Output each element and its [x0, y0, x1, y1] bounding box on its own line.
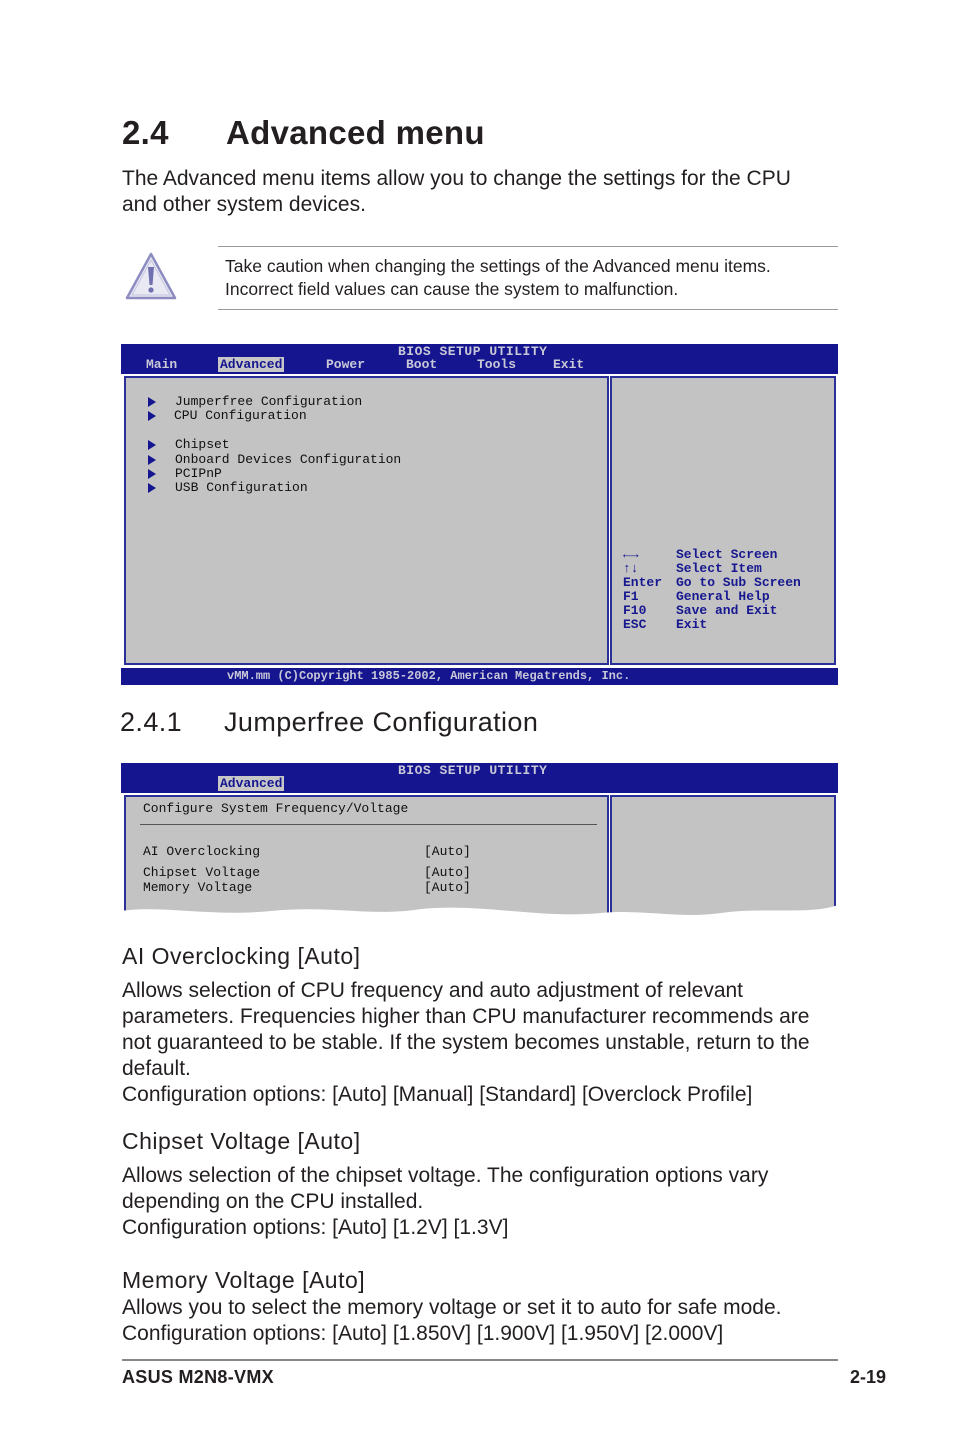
- caution-text: [225, 255, 835, 301]
- bios-help-panel: [610, 376, 836, 665]
- submenu-arrow-icon: [148, 440, 156, 450]
- menu-item-cpu[interactable]: CPU Configuration: [174, 408, 307, 423]
- panel-heading: Configure System Frequency/Voltage: [143, 801, 409, 816]
- help-text: Save and Exit: [676, 603, 778, 618]
- help-text: Exit: [676, 617, 708, 632]
- footer-product-name: ASUS M2N8-VMX: [122, 1367, 274, 1387]
- help-key: F1: [623, 589, 639, 604]
- text-line: depending on the CPU installed.: [122, 1190, 424, 1213]
- help-text: Go to Sub Screen: [676, 575, 801, 590]
- help-text: Select Screen: [676, 547, 778, 562]
- memory-voltage-description: [122, 1295, 842, 1347]
- submenu-arrow-icon: [148, 397, 156, 407]
- setting-memory-voltage-value[interactable]: [Auto]: [424, 880, 471, 895]
- caution-line-2: Incorrect field values can cause the system to malfunction.: [225, 279, 679, 299]
- text-line: Configuration options: [Auto] [1.2V] [1.3V]: [122, 1216, 509, 1239]
- memory-voltage-heading: Memory Voltage [Auto]: [122, 1267, 366, 1293]
- section-number: 2.4: [122, 114, 169, 151]
- submenu-arrow-icon: [148, 469, 156, 479]
- bios-title: BIOS SETUP UTILITY: [398, 763, 548, 778]
- bios-screen-jumperfree: [121, 763, 838, 938]
- setting-memory-voltage-label[interactable]: Memory Voltage: [143, 880, 253, 895]
- setting-ai-overclocking-value[interactable]: [Auto]: [424, 844, 471, 859]
- bios-menu-bar: [121, 763, 838, 793]
- subsection-title: Jumperfree Configuration: [224, 707, 539, 737]
- bios-copyright: vMM.mm (C)Copyright 1985-2002, American Megatrends, Inc.: [227, 669, 631, 683]
- help-key: Enter: [623, 575, 663, 590]
- tab-advanced[interactable]: Advanced: [220, 776, 283, 791]
- text-line: Allows you to select the memory voltage or set it to auto for safe mode.: [122, 1296, 782, 1319]
- bios-main-panel: [124, 376, 609, 665]
- warning-icon: [124, 250, 178, 302]
- menu-item-jumperfree[interactable]: Jumperfree Configuration: [175, 394, 363, 409]
- text-line: Configuration options: [Auto] [1.850V] [1.900V] [1.950V] [2.000V]: [122, 1322, 724, 1345]
- panel-divider: [140, 824, 597, 825]
- ai-overclocking-description: [122, 978, 842, 1108]
- text-line: Configuration options: [Auto] [Manual] [Standard] [Overclock Profile]: [122, 1083, 753, 1106]
- text-line: parameters. Frequencies higher than CPU manufacturer recommends are: [122, 1005, 810, 1028]
- submenu-arrow-icon: [148, 483, 156, 493]
- caution-top-rule: [218, 246, 838, 247]
- menu-item-chipset[interactable]: Chipset: [175, 437, 230, 452]
- ai-overclocking-heading: AI Overclocking [Auto]: [122, 943, 361, 969]
- text-line: default.: [122, 1057, 191, 1080]
- text-line: Allows selection of CPU frequency and auto adjustment of relevant: [122, 979, 744, 1002]
- help-key: ESC: [623, 617, 647, 632]
- section-title: Advanced menu: [226, 114, 485, 151]
- footer-page-number: 2-19: [849, 1367, 886, 1387]
- chipset-voltage-description: [122, 1163, 842, 1241]
- text-line: not guaranteed to be stable. If the system becomes unstable, return to the: [122, 1031, 810, 1054]
- help-key: F10: [623, 603, 647, 618]
- submenu-arrow-icon: [148, 455, 156, 465]
- subsection-number: 2.4.1: [120, 707, 183, 737]
- section-heading: [122, 114, 485, 152]
- tab-boot[interactable]: Boot: [406, 357, 438, 372]
- footer-rule: [122, 1359, 838, 1361]
- caution-bottom-rule: [218, 309, 838, 310]
- help-text: General Help: [676, 589, 770, 604]
- setting-ai-overclocking-label[interactable]: AI Overclocking: [143, 844, 261, 859]
- caution-line-1: Take caution when changing the settings of the Advanced menu items.: [225, 256, 771, 276]
- submenu-arrow-icon: [148, 411, 156, 421]
- help-key: ←→: [623, 547, 639, 562]
- bios-screen-advanced: [121, 344, 838, 685]
- setting-chipset-voltage-label[interactable]: Chipset Voltage: [143, 865, 261, 880]
- setting-chipset-voltage-value[interactable]: [Auto]: [424, 865, 471, 880]
- menu-item-onboard-devices[interactable]: Onboard Devices Configuration: [175, 452, 402, 467]
- tab-tools[interactable]: Tools: [477, 357, 517, 372]
- menu-item-pcipnp[interactable]: PCIPnP: [175, 466, 222, 481]
- tab-main[interactable]: Main: [146, 357, 178, 372]
- tab-exit[interactable]: Exit: [553, 357, 585, 372]
- tab-advanced[interactable]: Advanced: [220, 357, 283, 372]
- menu-item-usb[interactable]: USB Configuration: [175, 480, 308, 495]
- help-key: ↑↓: [623, 561, 639, 576]
- chipset-voltage-heading: Chipset Voltage [Auto]: [122, 1128, 361, 1154]
- subsection-heading: [120, 707, 538, 738]
- bios-title: BIOS SETUP UTILITY: [398, 344, 548, 359]
- intro-text: The Advanced menu items allow you to change the settings for the CPU and other system devices.: [122, 167, 791, 216]
- bios-footer-bar: [121, 668, 838, 685]
- tab-power[interactable]: Power: [326, 357, 366, 372]
- text-line: Allows selection of the chipset voltage. The configuration options vary: [122, 1164, 769, 1187]
- bios-menu-bar: [121, 344, 838, 374]
- help-text: Select Item: [676, 561, 762, 576]
- torn-edge: [121, 903, 838, 943]
